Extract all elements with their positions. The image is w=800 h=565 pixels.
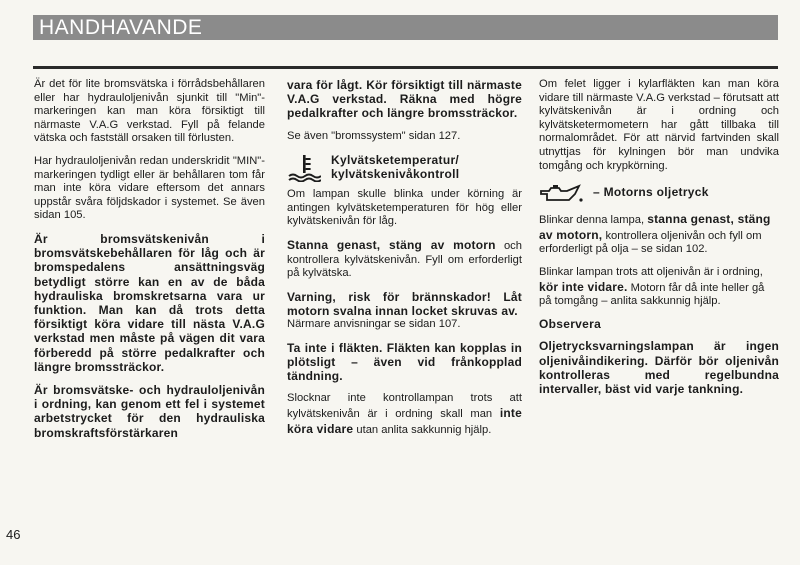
paragraph-bold: Är bromsvätskenivån i bromsvätskebehållaren för låg och är bromspedalens ansättningsväg betydligt större kan en av de båda hydrauliska bromskretsarna vara ur funktion. Man kan då trots detta försiktigt köra vidare till nästa V.A.G verkstad men måste på vägen dit vara förberedd på större pedalkrafter och längre bromssträckor. <box>34 231 265 374</box>
coolant-warning-heading <box>287 152 522 182</box>
oil-pressure-heading <box>539 182 779 204</box>
oil-can-icon <box>539 182 585 204</box>
paragraph: Är det för lite bromsvätska i förrådsbehållaren eller har hydrauloljenivån sjunkit till "Min"-markeringen kan man köra försiktigt till närmaste V.A.G verkstad. Fyll på felande vätska och fastställ orsaken till förlusten. <box>34 78 265 145</box>
paragraph <box>287 392 522 437</box>
text: Slocknar inte kontrollampan trots att kylvätskenivån är i ordning skall man <box>287 392 522 420</box>
text: Blinkar denna lampa, <box>539 214 648 227</box>
paragraph <box>287 238 522 281</box>
paragraph-bold: Är bromsvätske- och hydrauloljenivån i ordning, kan genom ett fel i systemet arbetstrycket för den hydrauliska bromskraftsförstärkaren <box>34 382 265 440</box>
coolant-temperature-icon <box>287 152 321 182</box>
header-bar <box>33 15 778 40</box>
paragraph: Se även "bromssystem" sidan 127. <box>287 129 461 142</box>
text: utan anlita sakkunnig hjälp. <box>353 423 492 436</box>
paragraph-bold: Ta inte i fläkten. Fläkten kan kopplas in plötsligt – även vid frånkopplad tändning. <box>287 340 522 384</box>
paragraph <box>539 266 779 309</box>
text: Motorn får då inte heller gå på tomgång – anlita sakkunnig hjälp. <box>539 281 765 308</box>
page-number: 46 <box>6 527 21 542</box>
column-2 <box>287 78 522 446</box>
observera-heading: Observera <box>539 316 602 331</box>
text: Blinkar lampan trots att oljenivån är i ordning, <box>539 265 763 278</box>
paragraph <box>539 212 779 257</box>
paragraph-bold: Oljetrycksvarningslampan är ingen oljenivåindikering. Därför bör oljenivån kontrolleras med regelbundna intervaller, bäst vid varje tankning. <box>539 339 779 396</box>
emphasis: Stanna genast, stäng av motorn <box>287 237 496 252</box>
paragraph: Om felet ligger i kylarfläkten kan man köra vidare till närmaste V.A.G verkstad – förutsatt att kylvätskenivån är i ordning och kylvätsketermometern har gått tillbaka till normalområdet. För att närvid fartvinden skall utnyttjas för kylningen bör man undvika tomgång och krypkörning. <box>539 78 779 172</box>
paragraph: Har hydrauloljenivån redan underskridit "MIN"-markeringen tydligt eller är behållaren tom får man inte köra vidare eftersom det annars uppstår svåra följdskador i systemet. Se även sidan 105. <box>34 154 265 222</box>
coolant-title-line-1: Kylvätsketemperatur/ <box>331 153 460 168</box>
section-title: HANDHAVANDE <box>39 16 203 39</box>
header-rule <box>33 66 778 69</box>
paragraph <box>287 290 522 332</box>
text: Närmare anvisningar se sidan 107. <box>287 318 461 331</box>
emphasis: kör inte vidare. <box>539 279 628 294</box>
emphasis: Varning, risk för brännskador! Låt motorn svalna innan locket skruvas av. <box>287 289 522 318</box>
column-3 <box>539 78 779 405</box>
paragraph: Om lampan skulle blinka under körning är antingen kylvätsketemperaturen för hög eller kylvätskenivån för låg. <box>287 188 522 228</box>
emphasis: inte köra vidare <box>287 405 522 436</box>
column-1 <box>34 78 265 449</box>
emphasis: stanna genast, stäng av motorn, <box>539 212 771 242</box>
coolant-title-line-2: kylvätskenivåkontroll <box>331 167 460 182</box>
oil-pressure-title: – Motorns oljetryck <box>593 185 709 200</box>
text: och kontrollera kylvätskenivån. Fyll om erforderligt på kylvätska. <box>287 239 522 280</box>
text: kontrollera oljenivån och fyll om erforderligt på olja – se sidan 102. <box>539 229 762 256</box>
paragraph-bold: vara för lågt. Kör försiktigt till närmaste V.A.G verkstad. Räkna med högre pedalkrafter och längre bromssträckor. <box>287 78 522 121</box>
